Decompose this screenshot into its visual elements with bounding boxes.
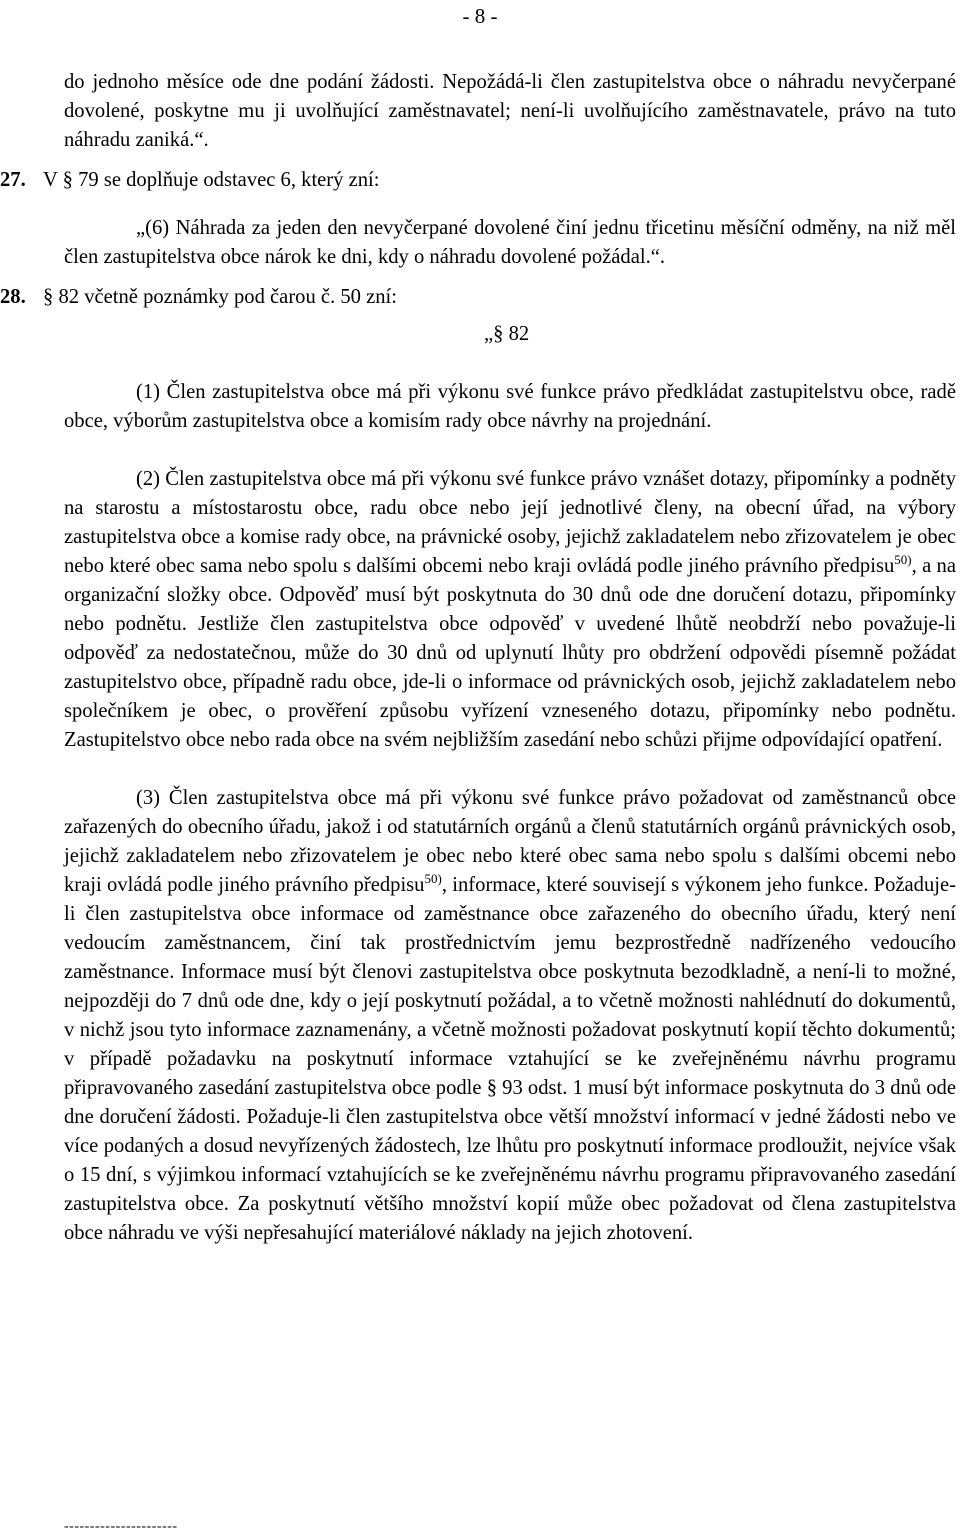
footnote-separator: ---------------------- bbox=[64, 1519, 178, 1534]
section-82-paragraph-3 bbox=[64, 784, 956, 1248]
point-28-text: § 82 včetně poznámky pod čarou č. 50 zní: bbox=[43, 286, 397, 308]
page-number: - 8 - bbox=[462, 4, 498, 28]
intro-paragraph: do jednoho měsíce ode dne podání žádosti. Nepožádá-li člen zastupitelstva obce o náhradu nevyčerpané dovolené, poskytne mu ji uvolňující zaměstnavatel; není-li uvolňujícího zaměstnavatele, právo na tuto náhradu zaniká.“. bbox=[64, 71, 956, 151]
footnote-ref-50: 50) bbox=[424, 871, 442, 886]
point-27-number: 27. bbox=[0, 169, 26, 191]
section-82-heading: „§ 82 bbox=[484, 323, 530, 345]
paragraph-3-text-b: , informace, které souvisejí s výkonem jeho funkce. Požaduje-li člen zastupitelstva obce informace od zaměstnance obce zařazeného do obecního úřadu, který není vedoucím zaměstnancem, činí tak prostřednictvím jemu bezprostředně nadřízeného vedoucího zaměstnance. Informace musí být členovi zastupitelstva obce poskytnuta bezodkladně, a není-li to možné, nejpozději do 7 dnů ode dne, kdy o její poskytnutí požádal, a to včetně možnosti nahlédnutí do dokumentů, v nichž jsou tyto informace zaznamenány, a včetně možnosti požadovat poskytnutí kopií těchto dokumentů; v případě požadavku na poskytnutí informace vztahující se ke zveřejněnému návrhu programu připravovaného zasedání zastupitelstva obce podle § 93 odst. 1 musí být informace poskytnuta do 3 dnů ode dne doručení žádosti. Požaduje-li člen zastupitelstva obce větší množství informací v jedné žádosti nebo ve více podaných a dosud nevyřízených žádostech, lze lhůtu pro poskytnutí informace prodloužit, nejvíce však o 15 dní, s výjimkou informací vztahujících se ke zveřejněnému návrhu programu připravovaného zasedání zastupitelstva obce. Za poskytnutí většího množství kopií může obec požadovat od člena zastupitelstva obce náhradu ve výši nepřesahující materiálové náklady na jejich zhotovení. bbox=[64, 874, 956, 1244]
paragraph-2-text-a: (2) Člen zastupitelstva obce má při výkonu své funkce právo vznášet dotazy, připomínky a podněty na starostu a místostarostu obce, radu obce nebo její jednotlivé členy, na obecní úřad, na výbory zastupitelstva obce a komise rady obce, na právnické osoby, jejichž zakladatelem nebo zřizovatelem je obec nebo které obec sama nebo spolu s dalšími obcemi nebo kraji ovládá podle jiného právního předpisu bbox=[64, 468, 956, 577]
document-body bbox=[0, 68, 956, 1248]
point-27-text: V § 79 se doplňuje odstavec 6, který zní: bbox=[43, 169, 380, 191]
section-82-paragraph-1: (1) Člen zastupitelstva obce má při výkonu své funkce právo předkládat zastupitelstvu obce, radě obce, výborům zastupitelstva obce a komisím rady obce návrhy na projednání. bbox=[64, 381, 956, 432]
paragraph-2-text-b: , a na organizační složky obce. Odpověď musí být poskytnuta do 30 dnů ode dne doručení dotazu, připomínky nebo podnětu. Jestliže člen zastupitelstva obce odpověď v uvedené lhůtě neobdrží nebo považuje-li odpověď za nedostatečnou, může do 30 dnů od uplynutí lhůty pro obdržení odpovědi písemně požádat zastupitelstvo obce, případně radu obce, jde-li o informace od právnických osob, jejichž zakladatelem nebo společníkem je obec, o prověření způsobu vyřízení vzneseného dotazu, připomínky nebo podnětu. Zastupitelstvo obce nebo rada obce na svém nejbližším zasedání nebo schůzi přijme odpovídající opatření. bbox=[64, 555, 956, 751]
point-28 bbox=[0, 283, 956, 312]
point-27-quote: „(6) Náhrada za jeden den nevyčerpané dovolené činí jednu třicetinu měsíční odměny, na niž měl člen zastupitelstva obce nárok ke dni, kdy o náhradu dovolené požádal.“. bbox=[64, 217, 956, 268]
point-28-number: 28. bbox=[0, 286, 26, 308]
point-27 bbox=[0, 166, 956, 195]
section-82-paragraph-2 bbox=[64, 465, 956, 755]
footnote-ref-50: 50) bbox=[894, 552, 912, 567]
paragraph-3-text-a: (3) Člen zastupitelstva obce má při výkonu své funkce právo požadovat od zaměstnanců obce zařazených do obecního úřadu, jakož i od statutárních orgánů a členů statutárních orgánů právnických osob, jejichž zakladatelem nebo zřizovatelem je obec nebo které obec sama nebo spolu s dalšími obcemi nebo kraji ovládá podle jiného právního předpisu bbox=[64, 787, 956, 896]
